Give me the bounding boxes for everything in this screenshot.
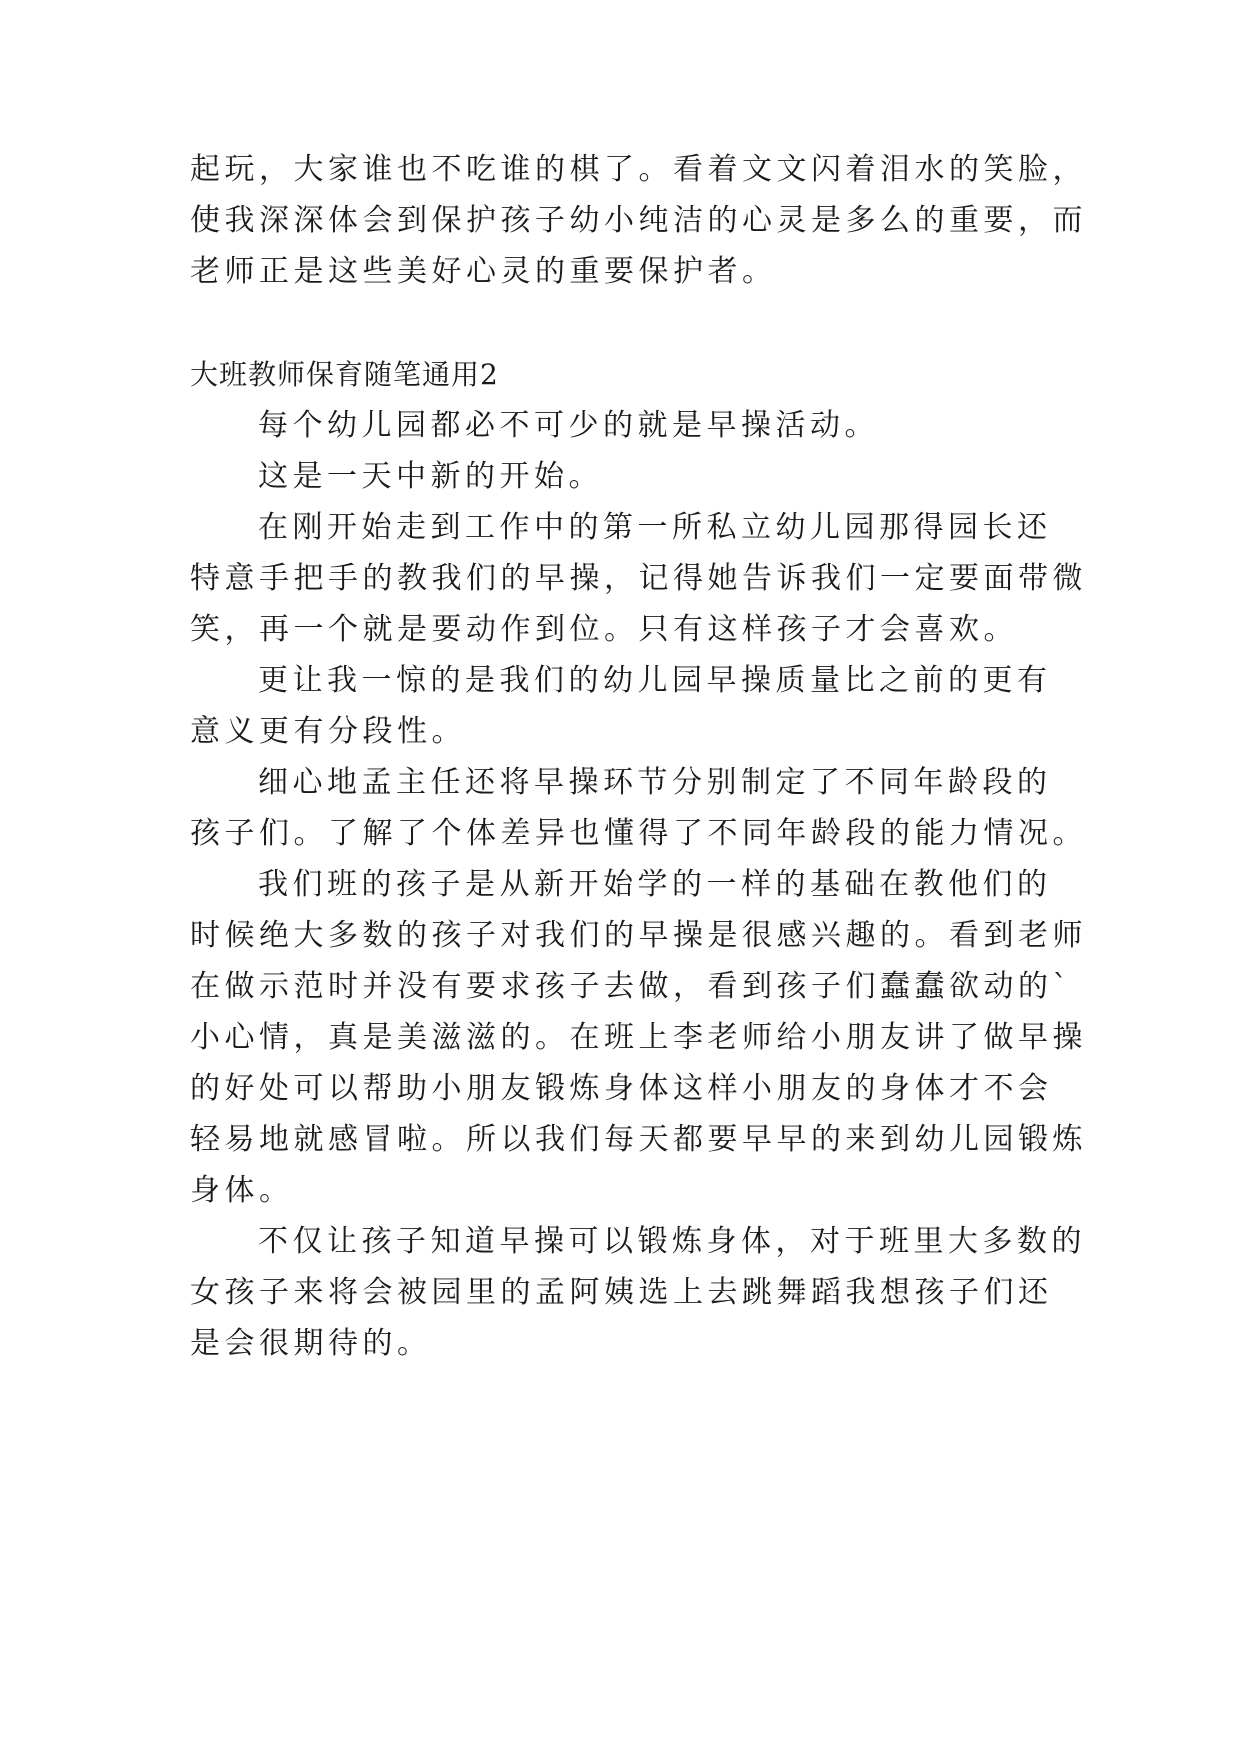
paragraph-line: 女孩子来将会被园里的孟阿姨选上去跳舞蹈我想孩子们还 <box>190 1275 1053 1310</box>
text-line: 起玩，大家谁也不吃谁的棋了。看着文文闪着泪水的笑脸， <box>190 152 1087 187</box>
text-line: 使我深深体会到保护孩子幼小纯洁的心灵是多么的重要，而 <box>190 203 1087 238</box>
paragraph-line: 意义更有分段性。 <box>190 714 466 749</box>
paragraph-line: 轻易地就感冒啦。所以我们每天都要早早的来到幼儿园锻炼 <box>190 1122 1087 1157</box>
paragraph-line: 这是一天中新的开始。 <box>258 459 603 494</box>
paragraph-line: 笑，再一个就是要动作到位。只有这样孩子才会喜欢。 <box>190 612 1018 647</box>
paragraph-line: 的好处可以帮助小朋友锻炼身体这样小朋友的身体才不会 <box>190 1071 1053 1106</box>
paragraph-line: 在刚开始走到工作中的第一所私立幼儿园那得园长还 <box>258 510 1052 545</box>
paragraph-line: 更让我一惊的是我们的幼儿园早操质量比之前的更有 <box>258 663 1052 698</box>
section-heading: 大班教师保育随笔通用2 <box>190 358 499 391</box>
paragraph-line: 每个幼儿园都必不可少的就是早操活动。 <box>258 408 879 443</box>
paragraph-line: 是会很期待的。 <box>190 1326 432 1361</box>
paragraph-line: 小心情，真是美滋滋的。在班上李老师给小朋友讲了做早操 <box>190 1020 1087 1055</box>
text-line: 老师正是这些美好心灵的重要保护者。 <box>190 254 777 289</box>
paragraph-line: 不仅让孩子知道早操可以锻炼身体，对于班里大多数的 <box>258 1224 1086 1259</box>
paragraph-line: 孩子们。了解了个体差异也懂得了不同年龄段的能力情况。 <box>190 816 1087 851</box>
paragraph-line: 时候绝大多数的孩子对我们的早操是很感兴趣的。看到老师 <box>190 918 1087 953</box>
paragraph-line: 身体。 <box>190 1173 294 1208</box>
paragraph-line: 我们班的孩子是从新开始学的一样的基础在教他们的 <box>258 867 1052 902</box>
paragraph-line: 特意手把手的教我们的早操，记得她告诉我们一定要面带微 <box>190 561 1087 596</box>
paragraph-line: 细心地孟主任还将早操环节分别制定了不同年龄段的 <box>258 765 1052 800</box>
paragraph-line: 在做示范时并没有要求孩子去做，看到孩子们蠢蠢欲动的` <box>190 969 1072 1004</box>
